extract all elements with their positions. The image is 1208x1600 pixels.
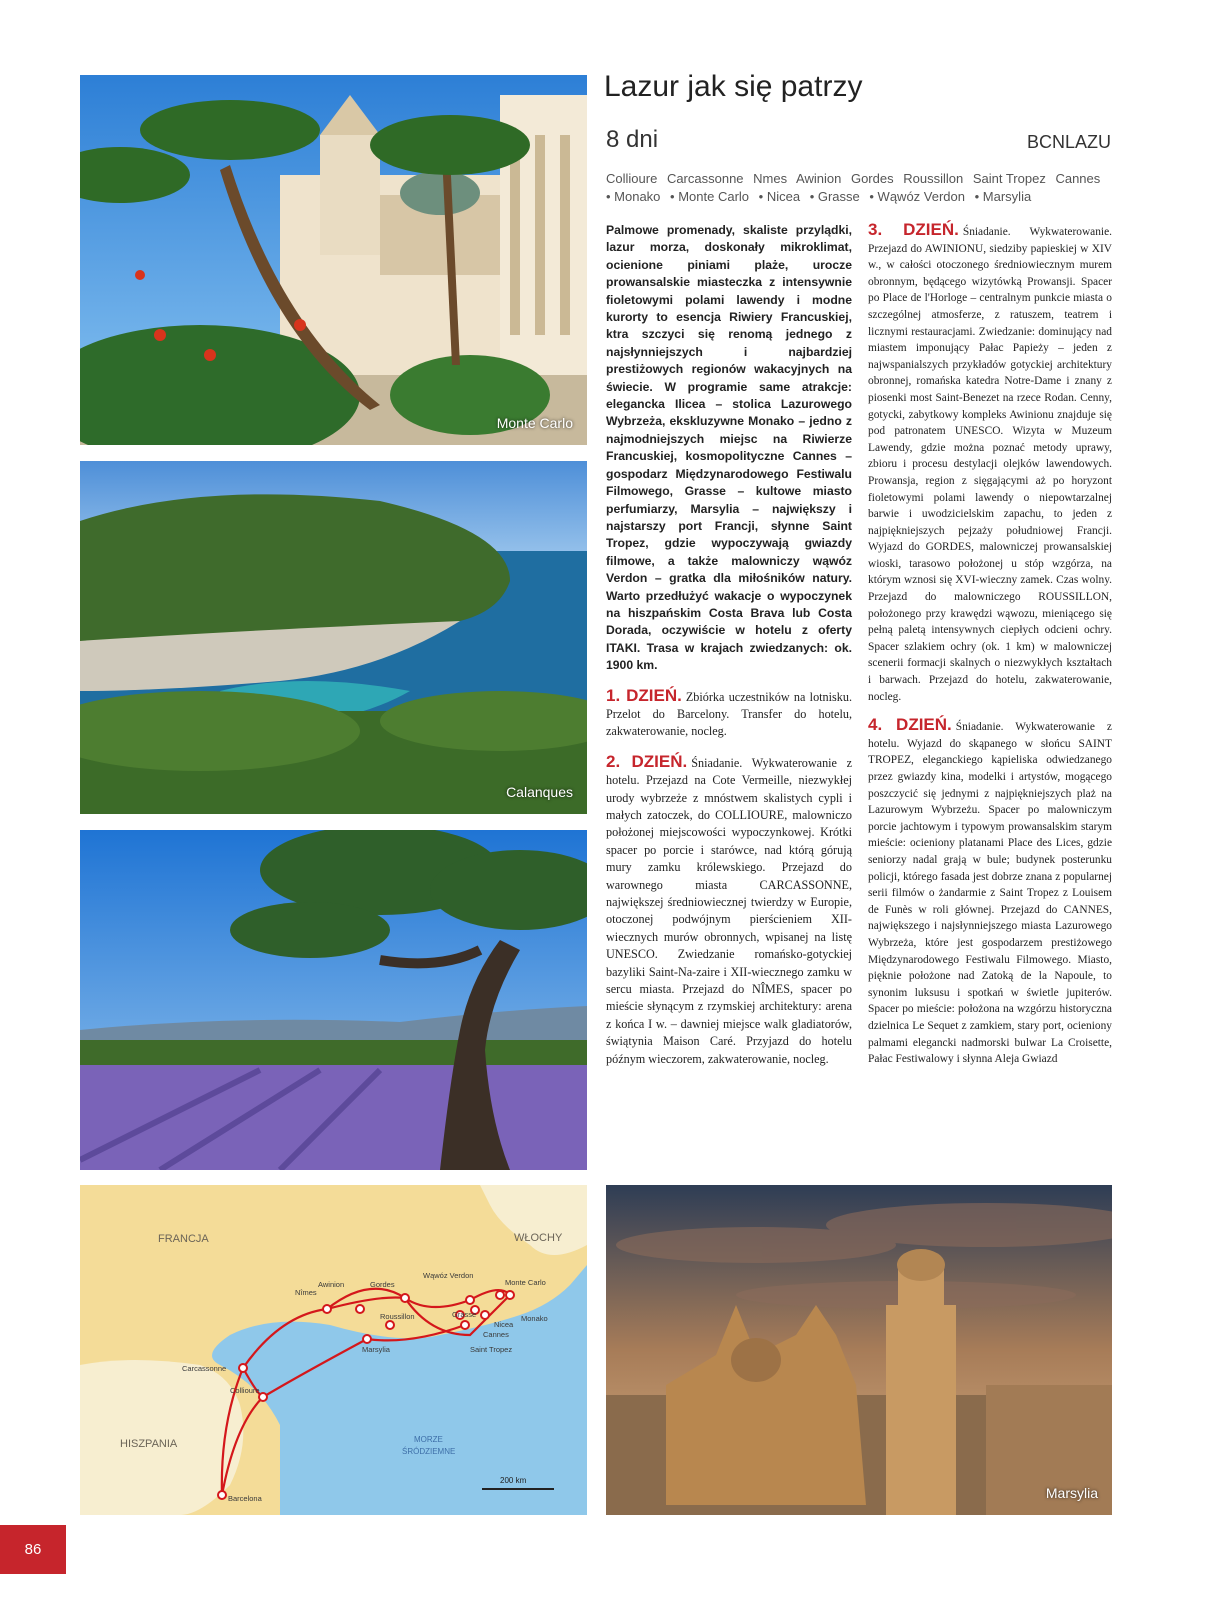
map-city: Saint Tropez bbox=[470, 1345, 513, 1354]
map-city: Cannes bbox=[483, 1330, 509, 1339]
photo-calanques bbox=[80, 461, 587, 814]
day-heading: 3. DZIEŃ. bbox=[868, 220, 959, 239]
map-scale-label: 200 km bbox=[500, 1476, 527, 1485]
map-city: Nicea bbox=[494, 1320, 514, 1329]
photo-monte-carlo bbox=[80, 75, 587, 445]
photo-marsylia bbox=[606, 1185, 1112, 1515]
route-stop: • Monte Carlo bbox=[670, 189, 750, 204]
page-title: Lazur jak się patrzy bbox=[604, 70, 863, 103]
day-section-4 bbox=[868, 717, 1112, 1067]
route-stop: Carcassonne bbox=[666, 171, 744, 186]
route-stop: Awinion bbox=[796, 171, 842, 186]
map-label-hiszpania: HISZPANIA bbox=[120, 1438, 178, 1450]
photo-lavender-field bbox=[80, 830, 587, 1170]
trip-code: BCNLAZU bbox=[1026, 132, 1111, 152]
text-column-left bbox=[606, 222, 852, 1068]
map-city: Roussillon bbox=[380, 1312, 415, 1321]
route-stop: Roussillon bbox=[903, 171, 964, 186]
day-text: Śniadanie. Wykwaterowanie z hotelu. Wyjazd do skąpanego w słońcu SAINT TROPEZ, eleganckiego kąpieliska odwiedzanego przez gwiazdy kina, modelki i artystów, mogącego poszczycić się jednymi z najpiękniejszych plaż na Lazurowym Wybrzeżu. Spacer po malowniczym porcie jachtowym i typowym prowansalskim starym mieście: ocieniony platanami Place des Lices, gdzie seniorzy nadal grają w bule; budynek posterunku policji, którego fasada jest dobrze znana z popularnej serii filmów o żandarmie z Saint Tropez z Louisem de Funès w roli głównej. Przejazd do CANNES, największego i najsłynniejszego miasta Lazurowego Wybrzeża, które jest gospodarzem prestiżowego Międzynarodowego Festiwalu Filmowego. Miasto, pięknie położone nad Zatoką de la Napoule, to synonim luksusu i spotkań w świetle jupiterów. Spacer po mieście: położona na wzgórzu historyczna dzielnica Le Sequet z zamkiem, stary port, ocieniony palmami elegancki nadmorski bulwar La Croisette, Pałac Festiwalowy i słynna Aleja Gwiazd bbox=[868, 721, 1112, 1066]
map-city: Collioure bbox=[230, 1386, 260, 1395]
trip-duration: 8 dni bbox=[606, 126, 659, 153]
route-stop: • Grasse bbox=[809, 189, 860, 204]
map-city: Nîmes bbox=[295, 1288, 317, 1297]
route-list bbox=[606, 170, 1112, 206]
map-city: Carcassonne bbox=[182, 1364, 227, 1373]
route-stop: • Nicea bbox=[758, 189, 801, 204]
route-stop: • Monako bbox=[606, 189, 661, 204]
route-stop: Collioure bbox=[606, 171, 658, 186]
page-number: 86 bbox=[0, 1525, 66, 1574]
map-city: Gordes bbox=[370, 1280, 395, 1289]
text-column-right bbox=[868, 222, 1112, 1068]
day-section-3 bbox=[868, 222, 1112, 705]
map-city: Wąwóz Verdon bbox=[423, 1271, 474, 1280]
day-text: Śniadanie. Wykwaterowanie z hotelu. Przejazd na Cote Vermeille, niezwykłej urody wybrzeże z mnóstwem skalistych cypli i małych zatoczek, do COLLIOURE, malowniczo położonej miejscowości wypoczynkowej. Krótki spacer po porcie i starówce, nad którą górują mury zamku królewskiego. Przejazd do warownego miasta CARCASSONNE, największej średniowiecznej twierdzy w Europie, otoczonej podwójnym pierścieniem XII-wiecznych murów obronnych, wpisanej na listę UNESCO. Zwiedzanie romańsko-gotyckiej bazyliki Saint-Na-zaire i XII-wiecznego zamku w sercu miasta. Przejazd do NÎMES, spacer po mieście słynącym z rzymskiej architektury: arena z końca I w. – dawniej miejsce walk gladiatorów, świątynia Maison Caré. Przyjazd do hotelu późnym wieczorem, zakwaterowanie, nocleg. bbox=[606, 755, 853, 1066]
route-stop: Saint Tropez bbox=[972, 171, 1046, 186]
day-text: Zbiórka uczestników na lotnisku. Przelot do Barcelony. Transfer do hotelu, zakwaterowanie, nocleg. bbox=[606, 689, 853, 739]
map-city: Awinion bbox=[318, 1280, 345, 1289]
map-city: Grasse bbox=[452, 1310, 477, 1319]
route-map bbox=[80, 1185, 587, 1515]
map-city: Monako bbox=[521, 1314, 548, 1323]
intro-paragraph: Palmowe promenady, skaliste przylądki, lazur morza, doskonały mikroklimat, ocienione piniami plaże, urocze prowansalskie miasteczka z intensywnie fioletowymi polami lawendy i modne kurorty to esencja Riwiery Francuskiej, ktra szczyci się renomą jednego z najsłynniejszych i najbardziej prestiżowych regionów wakacyjnych na świecie. W programie same atrakcje: elegancka Ilicea – stolica Lazurowego Wybrzeża, ekskluzywne Monako – jedno z najmodniejszych miejsc na Riwierze Francuskiej, kosmopolityczne Cannes – gospodarz Międzynarodowego Festiwalu Filmowego, Grasse – kultowe miasto perfumiarzy, Marsylia – największy i najstarszy port Francji, słynne Saint Tropez, gdzie wypoczywają gwiazdy filmowe, a także malowniczy wąwóz Verdon – gratka dla miłośników natury. Warto przedłużyć wakacje o wypoczynek na hiszpańskim Costa Brava lub Costa Dorada, oczywiście w hotelu z oferty ITAKI. Trasa w krajach zwiedzanych: ok. 1900 km. bbox=[606, 223, 852, 673]
map-label-sea-1: MORZE bbox=[414, 1435, 443, 1444]
route-stop: • Marsylia bbox=[974, 189, 1032, 204]
day-section-2 bbox=[606, 753, 852, 1068]
map-label-sea-2: ŚRÓDZIEMNE bbox=[402, 1447, 456, 1456]
route-stop: Cannes bbox=[1055, 171, 1101, 186]
day-heading: 1. DZIEŃ. bbox=[606, 685, 682, 705]
route-stop: Gordes bbox=[850, 171, 894, 186]
day-heading: 4. DZIEŃ. bbox=[868, 715, 952, 735]
route-stop: • Wąwóz Verdon bbox=[869, 189, 965, 204]
map-city: Marsylia bbox=[362, 1345, 390, 1354]
day-text: Śniadanie. Wykwaterowanie. Przejazd do AWINIONU, siedziby papieskiej w XIV w., w całości otoczonego średniowiecznym murem obronnym, będącego wizytówką Prowansji. Spacer po Place de l'Horloge – centralnym punkcie miasta o szczególnej atmosferze, z ratuszem, teatrem i licznymi restauracjami. Zwiedzanie: dominujący nad miastem imponujący Pałac Papieży – jeden z najwspanialszych przykładów gotyckiej architektury obronnej, romańska katedra Notre-Dame i znany z piosenki most Saint-Benezet na rzece Rodan. Cenny, gotycki, zabytkowy kompleks Awinionu znajduje się pod patronatem UNESCO. Wizyta w Muzeum Lawendy, gdzie można poznać metody uprawy, zbioru i procesu destylacji olejków lawendowych. Prowansja, region z sięgającymi aż po horyzont fioletowymi polami lawendy o niepowtarzalnej barwie i uwodzicielskim zapachu, to jeden z najpiękniejszych pejzaży południowej Francji. Wyjazd do GORDES, malowniczej prowansalskiej wioski, tarasowo położonej u stóp wzgórza, na którym wznosi się XVI-wieczny zamek. Czas wolny. Przejazd do malowniczego ROUSSILLON, położonego przy krawędzi wąwozu, mieniącego się pełną paletą intensywnych ciepłych odcieni ochry. Spacer szlakiem ochry (ok. 1 km) w malowniczej scenerii formacji skalnych o niezwykłych kształtach i barwach. Przejazd do hotelu, zakwaterowanie, nocleg. bbox=[868, 226, 1112, 703]
map-city: Monte Carlo bbox=[505, 1278, 546, 1287]
map-label-wlochy: WŁOCHY bbox=[514, 1232, 563, 1244]
map-city: Barcelona bbox=[228, 1494, 262, 1503]
photo-caption: Calanques bbox=[506, 784, 573, 800]
day-section-1 bbox=[606, 687, 852, 741]
map-label-francja: FRANCJA bbox=[158, 1233, 209, 1245]
route-stop: Nmes bbox=[753, 171, 788, 186]
photo-caption: Marsylia bbox=[1045, 1485, 1098, 1501]
day-heading: 2. DZIEŃ. bbox=[606, 751, 688, 771]
photo-caption: Monte Carlo bbox=[496, 415, 573, 431]
